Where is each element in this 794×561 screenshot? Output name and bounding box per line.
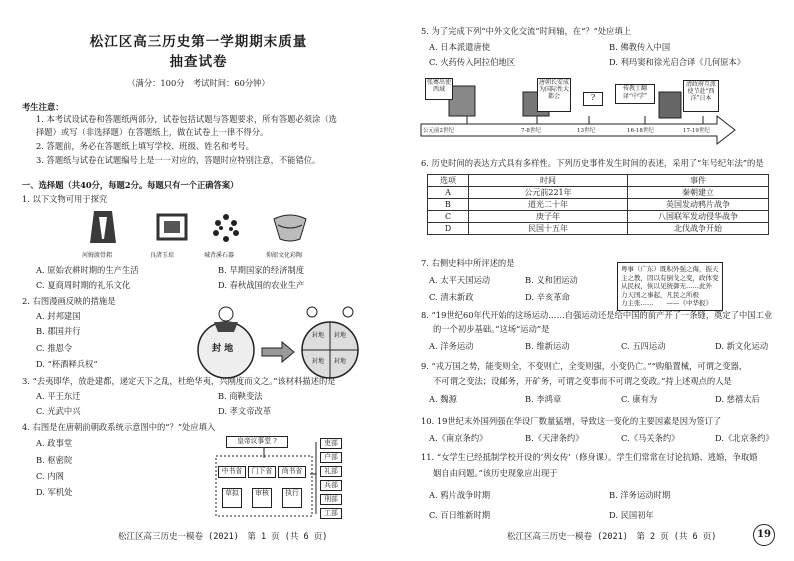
option: B. 洋务运动时期 (609, 490, 671, 500)
table-row (428, 187, 769, 199)
question-stem: 不可谓之变法；设邮务，开矿务，可谓之变事而不可谓之变政。”持上述观点的人是 (433, 376, 732, 386)
option: A. 洋务运动 (429, 341, 474, 351)
option: C. 五四运动 (621, 341, 666, 351)
exam-title: 松江区高三历史第一学期期末质量 (89, 34, 308, 50)
option: C. 夏商周时期的礼乐文化 (36, 280, 131, 290)
table-cell: 八国联军发动侵华战争 (628, 211, 769, 223)
option: C. 光武中兴 (36, 406, 81, 416)
option: B. 枢密院 (36, 455, 73, 465)
option: C. 推恩令 (36, 343, 73, 353)
notice-title: 考生注意： (22, 102, 64, 112)
table-row (428, 199, 769, 211)
option: A. 魏源 (429, 394, 457, 404)
option: C. 内阁 (36, 471, 64, 481)
question-stem: 7. 右侧史料中所评述的是 (421, 258, 515, 268)
timeline-question-box: ? (583, 92, 603, 106)
option: B. 义和团运动 (525, 275, 578, 285)
jade-cong-image (158, 215, 186, 239)
timeline-box: 张骞出使西域 (425, 78, 453, 100)
question-stem: 1. 以下文物可用于探究 (22, 194, 108, 204)
timeline-tick-label: 7-8世纪 (521, 128, 541, 134)
option: A. 封邦建国 (36, 311, 81, 321)
quote-line: 主之教，因以有倒戈之变，政体变 (621, 273, 719, 282)
historical-quote-box (617, 262, 723, 311)
option: D. 新文化运动 (715, 341, 769, 351)
timeline-box: 唐朝长安成为国际性大都会 (537, 78, 571, 112)
option: B. 郡国并行 (36, 326, 81, 336)
question-stem: 4. 右图是在唐朝前朝政系统示意图中的“？”处应填入 (22, 422, 216, 432)
question-stem: 2. 右图漫画反映的措施是 (22, 296, 116, 306)
table-cell: D (428, 223, 469, 235)
option: D. 利玛窦和徐光启合译《几何原本》 (609, 57, 746, 67)
question-stem: 3. “去夷即华，放赴建都，递定天下之乱，杜绝华夷，兴刚度而文之。”该材料描述的是 (22, 376, 336, 386)
table-cell: 庚子年 (469, 211, 628, 223)
table-header-row (428, 175, 769, 187)
diagram-ministry: 户部 (320, 452, 342, 463)
option: B.《天津条约》 (525, 433, 584, 443)
option: A.《南京条约》 (429, 433, 488, 443)
notice-line: 1. 本考试设试卷和答题纸两部分，试卷包括试题与答题要求，所有答题必须涂（选 (36, 114, 337, 124)
option: C. 火药传入阿拉伯地区 (429, 57, 515, 67)
diagram-draft: 草拟 (222, 488, 242, 508)
timeline-photo (659, 92, 681, 118)
table-cell: 英国发动鸦片战争 (628, 199, 769, 211)
option: A. 原始农耕时期的生产生活 (36, 265, 139, 275)
option: A. 政事堂 (36, 438, 73, 448)
option: C. 百日维新时期 (429, 510, 491, 520)
timeline-tick-label: 13世纪 (577, 128, 595, 134)
quote-line: 粤事（广东）既积外强之侮，振天 (621, 265, 719, 273)
table-cell: 道光二十年 (469, 199, 628, 211)
artifact-caption: 河姆渡骨耜 (82, 252, 113, 259)
stone-tools-image (213, 214, 239, 242)
option: D. 慈禧太后 (715, 394, 760, 404)
timeline-tick-label: 17-19世纪 (683, 128, 710, 134)
page-footer: 松江区高三历史一模卷 (2021) 第 2 页 (共 6 页) (507, 532, 717, 542)
table-header: 时间 (469, 175, 628, 187)
notice-line: 3. 答题纸与试卷在试题编号上是一一对应的，答题时应特别注意，不能错位。 (36, 155, 321, 165)
exam-subtitle: 抽查试卷 (169, 54, 228, 70)
option: C. 康有为 (621, 394, 658, 404)
artifact-caption: 仰韶文化彩陶 (266, 252, 303, 259)
table-row (428, 211, 769, 223)
table-cell: 公元前221年 (469, 187, 628, 199)
timeline-tick-label: 公元前2世纪 (423, 128, 454, 134)
notice-line: 2. 答题前，务必在答题纸上填写学校、班级、姓名和考号。 (36, 141, 254, 151)
option: A. 平王东迁 (36, 391, 81, 401)
table-cell: 民国十五年 (469, 223, 628, 235)
option: B. 维新运动 (525, 341, 570, 351)
table-cell: A (428, 187, 469, 199)
cartoon-label: 封地 (334, 332, 347, 339)
page-number-badge: 19 (753, 524, 775, 546)
question-stem: 姻自由问题。”该历史现象应出现于 (433, 468, 558, 478)
artifact-caption: 良渚玉琮 (150, 252, 175, 259)
diagram-ministry: 工部 (320, 508, 342, 519)
cartoon-label: 封地 (312, 358, 325, 365)
quote-line: 从民权，恢以见统御无……此外 (621, 282, 712, 290)
bone-spade-image (90, 211, 116, 243)
option: B. 李鸿章 (525, 394, 562, 404)
exam-info: （满分：100分 考试时间：60分钟） (127, 78, 270, 88)
timeline-box: 清政府互派使节赴“西洋”日本 (683, 80, 719, 112)
option: D. “杯酒释兵权” (36, 359, 98, 369)
question-stem: 8. “19世纪60年代开始的这场运动……自强运动还是给中国的前产开了一条缝，奠定了中国工业 (421, 310, 773, 320)
events-table (427, 174, 769, 235)
cartoon-label: 封 地 (212, 344, 234, 354)
question-stem: 6. 历史时间的表达方式具有多样性。下列历史事件发生时间的表述，采用了“年号纪年法”的是 (421, 158, 764, 168)
option: D. 孝文帝改革 (218, 406, 272, 416)
question-stem: 9. “戎万国之势，能变则全，不变则亡，全变则强，小变仍亡。”“购船置械，可谓之变器， (421, 361, 748, 371)
timeline-tick-label: 16-18世纪 (627, 128, 654, 134)
quote-line: 力天国之事起，凡民之所极 (621, 290, 699, 299)
table-cell: B (428, 199, 469, 211)
table-header: 事件 (628, 175, 769, 187)
option: D. 民国初年 (609, 510, 654, 520)
diagram-chancellery: 门下省 (248, 466, 276, 478)
diagram-ministry: 吏部 (320, 438, 342, 449)
option: A. 太平天国运动 (429, 275, 491, 285)
option: C. 清末新政 (429, 292, 474, 302)
option: B. 商鞅变法 (218, 391, 263, 401)
option: B. 佛教传入中国 (609, 42, 671, 52)
page-footer: 松江区高三历史一模卷 (2021) 第 1 页 (共 6 页) (118, 532, 328, 542)
table-cell: 秦朝建立 (628, 187, 769, 199)
option: A. 日本派遣唐使 (429, 42, 491, 52)
diagram-top-box: 皇帝议事堂 ? (226, 436, 288, 448)
right-page (397, 0, 794, 561)
artifact-caption: 城背溪石器 (204, 252, 235, 259)
option: B. 早期国家的经济制度 (218, 265, 305, 275)
option: D.《北京条约》 (715, 433, 774, 443)
question-stem: 5. 为了完成下列“中外文化交流”时间轴，在“？”处应填上 (421, 26, 632, 36)
option: D. 春秋战国的农业生产 (218, 280, 305, 290)
section-title: 一、选择题（共40分，每题2分。每题只有一个正确答案） (22, 180, 239, 190)
option: C.《马关条约》 (621, 433, 680, 443)
notice-line: 择题）或写（非选择题）在答题纸上，做在试卷上一律不得分。 (36, 127, 269, 137)
question-stem: 11. “女学生已经抵制学校开设的‘列女传’（修身课）。学生们常常在讨论抗婚、逃婚，争取婚 (421, 452, 758, 462)
painted-pottery-image (274, 215, 306, 241)
diagram-department-of-state: 尚书省 (278, 466, 306, 478)
diagram-ministry: 礼部 (320, 466, 342, 477)
diagram-secretariat: 中书省 (218, 466, 246, 478)
table-header: 选项 (428, 175, 469, 187)
question-stem: 10. 19世纪末外国列强在华设厂数量猛增，导致这一变化的主要因素是因为签订了 (421, 416, 722, 426)
table-cell: 北伐战争开始 (628, 223, 769, 235)
table-row (428, 223, 769, 235)
diagram-review: 审核 (252, 488, 272, 508)
table-cell: C (428, 211, 469, 223)
timeline-box: 传教士翻译“中学” (615, 84, 655, 104)
question-stem: 的一个初步基础。”这场“运动”是 (433, 324, 550, 334)
diagram-ministry: 兵部 (320, 480, 342, 491)
option: A. 鸦片战争时期 (429, 490, 491, 500)
cartoon-label: 封地 (312, 332, 325, 339)
cartoon-label: 封地 (334, 358, 347, 365)
option: D. 军机处 (36, 487, 73, 497)
artifact-images (80, 209, 320, 249)
diagram-execute: 执行 (282, 488, 302, 508)
option: D. 辛亥革命 (525, 292, 570, 302)
diagram-ministry: 刑部 (320, 494, 342, 505)
quote-line: 力主张…… ——《中华报》 (621, 299, 712, 307)
